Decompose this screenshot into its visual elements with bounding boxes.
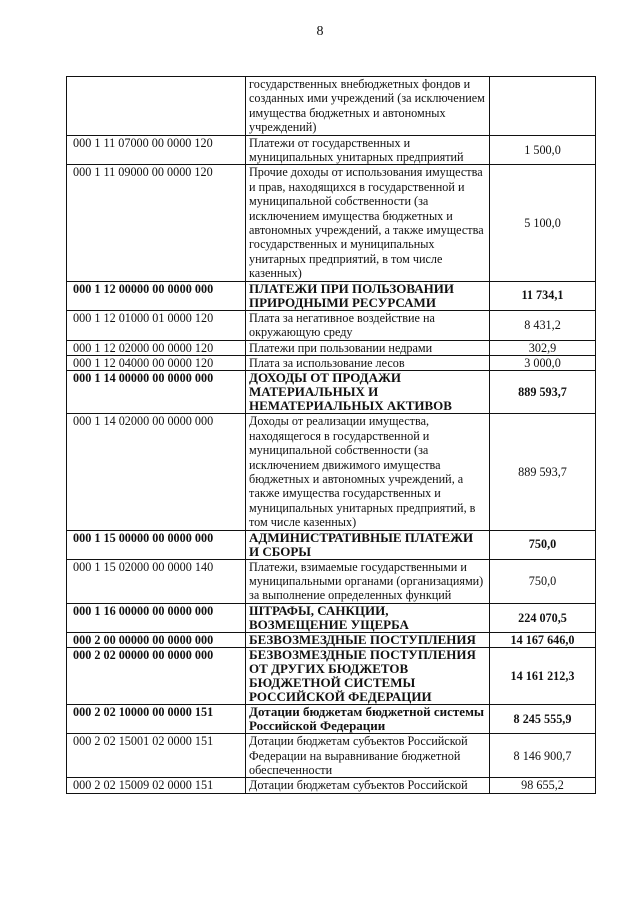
code-cell: 000 1 12 04000 00 0000 120: [67, 355, 246, 370]
amount-cell: 98 655,2: [490, 778, 596, 793]
amount-cell: 889 593,7: [490, 414, 596, 530]
table-row: [67, 530, 596, 559]
code-cell: 000 1 11 07000 00 0000 120: [67, 135, 246, 165]
name-cell: государственных внебюджетных фондов и созданных ими учреждений (за исключением имущества бюджетных и автономных учреждений): [246, 77, 490, 136]
amount-cell: 11 734,1: [490, 281, 596, 310]
name-cell: Платежи, взимаемые государственными и муниципальными органами (организациями) за выполнение определенных функций: [246, 559, 490, 603]
name-cell: Платежи от государственных и муниципальных унитарных предприятий: [246, 135, 490, 165]
amount-cell: 8 431,2: [490, 310, 596, 340]
table-row: [67, 734, 596, 778]
name-cell: Плата за использование лесов: [246, 355, 490, 370]
amount-cell: 5 100,0: [490, 165, 596, 281]
table-row: [67, 414, 596, 530]
amount-cell: 14 161 212,3: [490, 648, 596, 705]
amount-cell: 889 593,7: [490, 371, 596, 414]
table-row: [67, 705, 596, 734]
code-cell: 000 2 02 15001 02 0000 151: [67, 734, 246, 778]
name-cell: ПЛАТЕЖИ ПРИ ПОЛЬЗОВАНИИ ПРИРОДНЫМИ РЕСУРСАМИ: [246, 281, 490, 310]
name-cell: Прочие доходы от использования имущества и прав, находящихся в государственной и муниципальной собственности (за исключением имущества бюджетных и автономных учреждений, а также имущества государственных и муниципальных унитарных предприятий, в том числе казенных): [246, 165, 490, 281]
code-cell: 000 1 14 00000 00 0000 000: [67, 371, 246, 414]
amount-cell: 1 500,0: [490, 135, 596, 165]
amount-cell: 3 000,0: [490, 355, 596, 370]
table-row: [67, 281, 596, 310]
code-cell: 000 1 16 00000 00 0000 000: [67, 603, 246, 632]
code-cell: 000 2 00 00000 00 0000 000: [67, 632, 246, 647]
table-row: [67, 135, 596, 165]
amount-cell: 14 167 646,0: [490, 632, 596, 647]
amount-cell: 8 245 555,9: [490, 705, 596, 734]
code-cell: 000 1 15 02000 00 0000 140: [67, 559, 246, 603]
name-cell: АДМИНИСТРАТИВНЫЕ ПЛАТЕЖИ И СБОРЫ: [246, 530, 490, 559]
table-row: [67, 165, 596, 281]
table-row: [67, 310, 596, 340]
name-cell: Дотации бюджетам бюджетной системы Российской Федерации: [246, 705, 490, 734]
code-cell: 000 1 12 02000 00 0000 120: [67, 340, 246, 355]
table-row: [67, 648, 596, 705]
code-cell: 000 2 02 15009 02 0000 151: [67, 778, 246, 793]
table-row: [67, 632, 596, 647]
name-cell: Дотации бюджетам субъектов Российской Федерации на выравнивание бюджетной обеспеченности: [246, 734, 490, 778]
table-row: [67, 778, 596, 793]
amount-cell: 8 146 900,7: [490, 734, 596, 778]
name-cell: ДОХОДЫ ОТ ПРОДАЖИ МАТЕРИАЛЬНЫХ И НЕМАТЕРИАЛЬНЫХ АКТИВОВ: [246, 371, 490, 414]
amount-cell: [490, 77, 596, 136]
name-cell: БЕЗВОЗМЕЗДНЫЕ ПОСТУПЛЕНИЯ ОТ ДРУГИХ БЮДЖЕТОВ БЮДЖЕТНОЙ СИСТЕМЫ РОССИЙСКОЙ ФЕДЕРАЦИИ: [246, 648, 490, 705]
name-cell: Платежи при пользовании недрами: [246, 340, 490, 355]
name-cell: БЕЗВОЗМЕЗДНЫЕ ПОСТУПЛЕНИЯ: [246, 632, 490, 647]
amount-cell: 750,0: [490, 559, 596, 603]
code-cell: 000 2 02 10000 00 0000 151: [67, 705, 246, 734]
name-cell: Доходы от реализации имущества, находящегося в государственной и муниципальной собственности (за исключением движимого имущества бюджетных и автономных учреждений, а также имущества государственных и муниципальных унитарных предприятий, в том числе казенных): [246, 414, 490, 530]
code-cell: 000 1 15 00000 00 0000 000: [67, 530, 246, 559]
code-cell: 000 1 14 02000 00 0000 000: [67, 414, 246, 530]
code-cell: 000 1 12 01000 01 0000 120: [67, 310, 246, 340]
table-row: [67, 77, 596, 136]
table-row: [67, 355, 596, 370]
name-cell: Плата за негативное воздействие на окружающую среду: [246, 310, 490, 340]
code-cell: 000 2 02 00000 00 0000 000: [67, 648, 246, 705]
name-cell: ШТРАФЫ, САНКЦИИ, ВОЗМЕЩЕНИЕ УЩЕРБА: [246, 603, 490, 632]
code-cell: [67, 77, 246, 136]
table-row: [67, 371, 596, 414]
budget-revenue-table: [66, 76, 596, 794]
table-row: [67, 340, 596, 355]
code-cell: 000 1 12 00000 00 0000 000: [67, 281, 246, 310]
amount-cell: 750,0: [490, 530, 596, 559]
amount-cell: 224 070,5: [490, 603, 596, 632]
amount-cell: 302,9: [490, 340, 596, 355]
name-cell: Дотации бюджетам субъектов Российской: [246, 778, 490, 793]
table-row: [67, 559, 596, 603]
page-number: 8: [316, 24, 324, 39]
code-cell: 000 1 11 09000 00 0000 120: [67, 165, 246, 281]
budget-table-body: [67, 77, 596, 794]
table-row: [67, 603, 596, 632]
